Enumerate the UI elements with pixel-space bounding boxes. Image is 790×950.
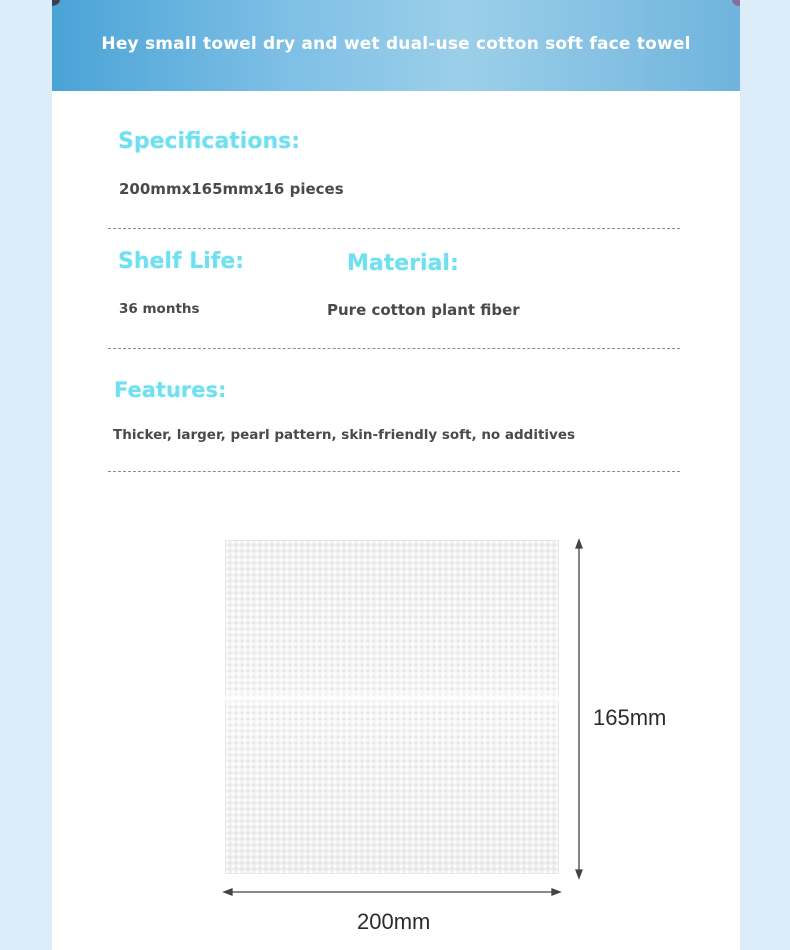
arrow-up-icon	[576, 540, 582, 548]
dimension-arrows	[52, 0, 740, 950]
width-dimension-label: 200mm	[357, 909, 431, 934]
arrow-right-icon	[552, 889, 560, 895]
arrow-down-icon	[576, 870, 582, 878]
features-label: Features:	[114, 378, 227, 402]
height-dimension-label: 165mm	[593, 705, 667, 730]
specifications-label: Specifications:	[118, 129, 301, 154]
arrow-left-icon	[224, 889, 232, 895]
banner-title: Hey small towel dry and wet dual-use cotton soft face towel	[101, 34, 691, 54]
specifications-value: 200mmx165mmx16 pieces	[119, 180, 344, 198]
material-label: Material:	[347, 251, 459, 276]
features-value: Thicker, larger, pearl pattern, skin-friendly soft, no additives	[113, 427, 576, 443]
shelf-life-value: 36 months	[119, 301, 200, 317]
product-detail-page	[52, 0, 740, 950]
shelf-life-label: Shelf Life:	[118, 249, 245, 274]
material-value: Pure cotton plant fiber	[327, 301, 520, 319]
